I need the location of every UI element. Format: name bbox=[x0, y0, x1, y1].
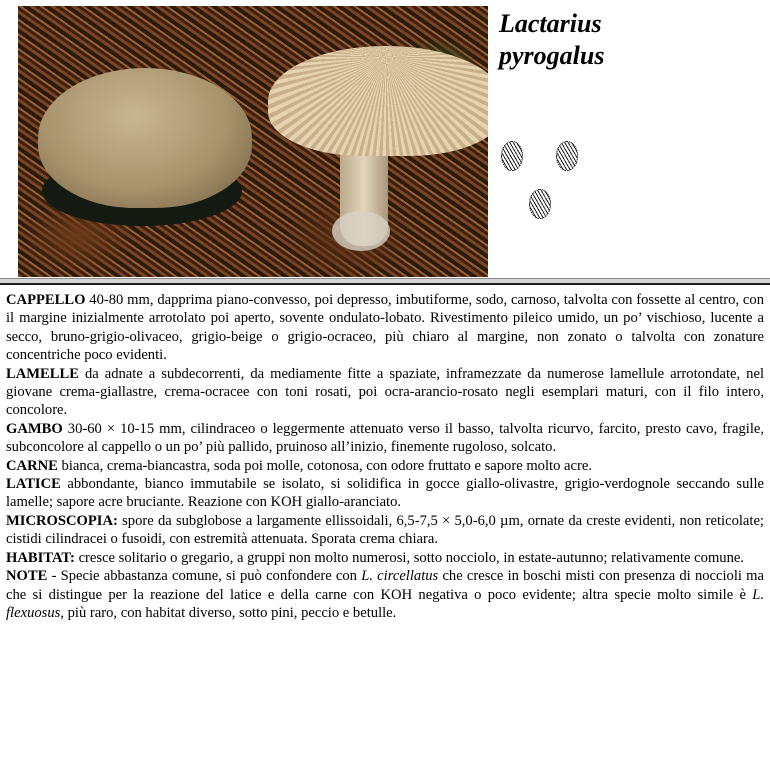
section-habitat bbox=[6, 549, 764, 567]
title-genus: Lactarius bbox=[499, 9, 602, 38]
mushroom-photo bbox=[18, 6, 488, 277]
separator bbox=[0, 278, 770, 285]
section-note bbox=[6, 567, 764, 622]
species-reference: L. circellatus bbox=[361, 568, 439, 585]
section-gambo bbox=[6, 420, 764, 457]
section-text: 30-60 × 10-15 mm, cilindraceo o leggermente attenuato verso il basso, talvolta ricurvo, farcito, presto cavo, fragile, subconcolore al cappello o un po’ più pallido, pruinoso all’inizio, finemente rugoloso, solcato. bbox=[6, 420, 764, 456]
section-heading: HABITAT: bbox=[6, 549, 75, 566]
section-heading: CARNE bbox=[6, 457, 58, 474]
spore-illustration bbox=[556, 141, 578, 171]
mushroom-stem-base bbox=[332, 211, 390, 251]
section-text: 40-80 mm, dapprima piano-convesso, poi depresso, imbutiforme, sodo, carnoso, talvolta con fossette al centro, con il margine inizialmente arrotolato poi aperto, sovente ondulato-lobato. Rivestimento pileico umido, un po’ vischioso, lucente a secco, bruno-grigio-olivaceo, grigio-beige o grigio-ocraceo, più chiaro al margine, non zonato o talvolta con zonature concentriche poco evidenti. bbox=[6, 292, 764, 364]
section-text: cresce solitario o gregario, a gruppi non molto numerosi, sotto nocciolo, in estate-autunno; relativamente comune. bbox=[74, 549, 745, 566]
species-reference: L. flexuosus bbox=[6, 586, 764, 621]
section-heading: GAMBO bbox=[6, 420, 63, 437]
section-microscopia bbox=[6, 512, 764, 549]
mushroom-cap-top bbox=[38, 68, 252, 208]
note-text: - Specie abbastanza comune, si può confondere con bbox=[47, 568, 362, 585]
note-text: che cresce in boschi misti con presenza di noccioli ma che si distingue per la reazione del latice e della carne con KOH negativa o poco evidente; altra specie molto simile è bbox=[6, 568, 764, 603]
section-heading: LAMELLE bbox=[6, 365, 79, 382]
section-heading: CAPPELLO bbox=[6, 292, 86, 308]
section-heading: NOTE bbox=[6, 568, 48, 585]
section-text: bianca, crema-biancastra, soda poi molle, cotonosa, con odore fruttato e sapore molto acre. bbox=[57, 457, 592, 474]
section-text: abbondante, bianco immutabile se isolato, si solidifica in gocce giallo-olivastre, grigio-verdognole seccando sulle lamelle; sapore acre bruciante. Reazione con KOH giallo-aranciato. bbox=[6, 476, 764, 511]
spore-illustration bbox=[529, 189, 551, 219]
spore-illustration bbox=[501, 141, 523, 171]
section-carne bbox=[6, 457, 764, 475]
description bbox=[6, 291, 764, 622]
section-text: da adnate a subdecorrenti, da mediamente fitte a spaziate, inframezzate da numerose lamellule arrotondate, nel giovane crema-giallastre, crema-ocracee con toni rosati, poi ocra-arancio-rosato negli esemplari maturi, con il filo intero, concolore. bbox=[6, 365, 764, 419]
section-latice bbox=[6, 475, 764, 512]
section-cappello bbox=[6, 291, 764, 365]
mushroom-gills bbox=[268, 46, 488, 156]
section-text: spore da subglobose a largamente ellissoidali, 6,5-7,5 × 5,0-6,0 µm, ornate da creste evidenti, non reticolate; cistidi cilindracei o fusoidi, con estremità attenuata. Sporata crema chiara. bbox=[6, 512, 764, 548]
species-title bbox=[499, 8, 604, 72]
section-heading: MICROSCOPIA: bbox=[6, 512, 118, 529]
section-lamelle bbox=[6, 365, 764, 420]
section-heading: LATICE bbox=[6, 476, 61, 493]
title-species: pyrogalus bbox=[499, 41, 605, 70]
note-text: , più raro, con habitat diverso, sotto pini, peccio e betulle. bbox=[60, 604, 397, 621]
